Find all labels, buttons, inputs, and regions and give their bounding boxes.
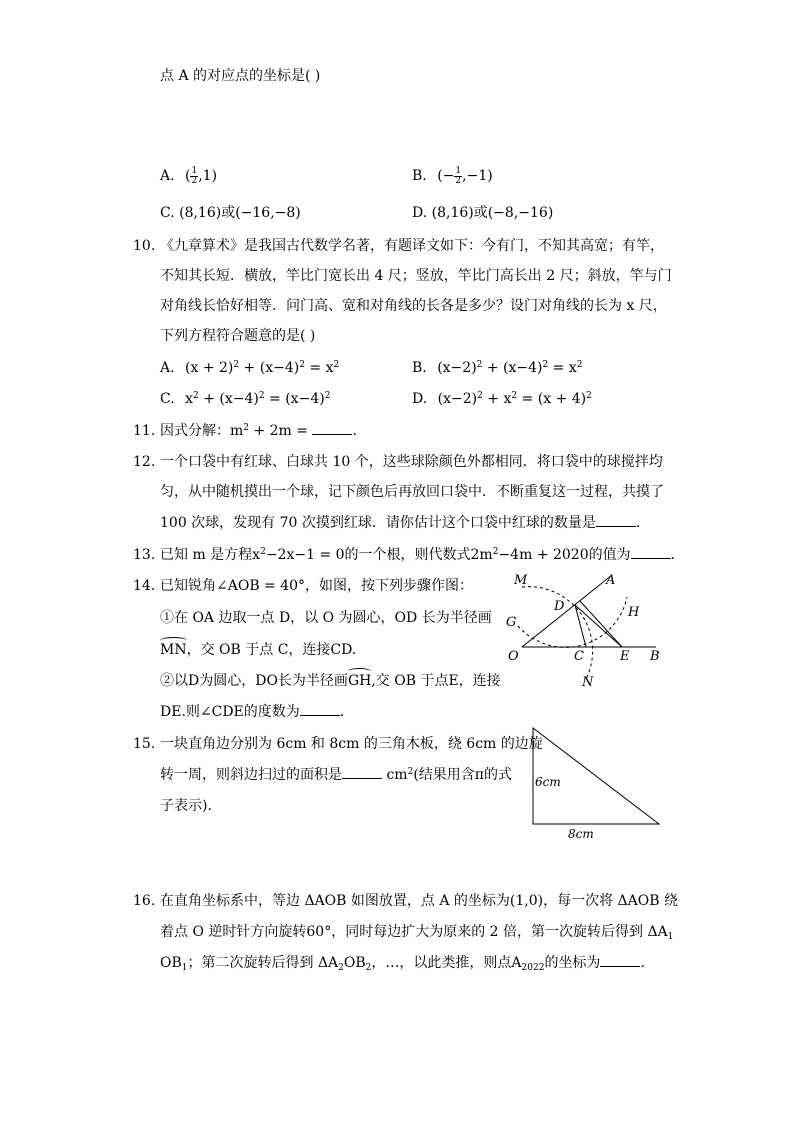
exponent: 2 [243, 423, 250, 433]
exponent: 2 [260, 547, 266, 557]
answer-blank[interactable] [342, 777, 382, 779]
segment-de [575, 605, 622, 647]
label-o: O [508, 649, 519, 664]
text: + 2m = [249, 423, 313, 439]
q14-line-last [160, 702, 344, 722]
expr-part: + x [482, 391, 512, 407]
fraction-numerator: 1 [191, 165, 198, 176]
exponent: 2 [576, 360, 583, 370]
exponent: 2 [542, 360, 549, 370]
expr-part: x [185, 391, 194, 407]
text: DE.则∠CDE的度数为 [160, 704, 300, 720]
text: . [670, 547, 676, 563]
text: . [640, 955, 645, 971]
option-label: D. [412, 391, 428, 407]
option-label: B. [412, 168, 427, 184]
ray-oa [522, 575, 612, 647]
q10-option-c[interactable] [160, 389, 330, 409]
arc-mn: MN [160, 642, 187, 658]
exponent: 2 [586, 391, 592, 401]
text: . [352, 423, 357, 439]
q15-figure [528, 724, 664, 844]
option-expr-post: ,1) [198, 168, 218, 184]
text: ，交 OB 于点 C，连接CD. [186, 642, 357, 658]
text: . [635, 515, 641, 531]
answer-blank[interactable] [312, 433, 352, 435]
exponent: 2 [511, 391, 518, 401]
text: 已知 m 是方程x [160, 547, 261, 563]
exponent: 2 [407, 767, 414, 777]
q16-line [160, 922, 673, 942]
text: cm [382, 767, 408, 783]
q15-line: 子表示). [160, 798, 212, 814]
exponent: 2 [324, 391, 331, 401]
q10-option-b[interactable] [412, 358, 583, 378]
text: OB [343, 955, 366, 971]
subscript: 2022 [521, 963, 545, 973]
text: 因式分解：m [160, 423, 244, 439]
q16-number: 16. [133, 893, 156, 909]
subscript: 1 [667, 932, 674, 942]
exponent: 2 [492, 547, 499, 557]
q14-line [160, 640, 356, 660]
q11-text [160, 421, 357, 441]
q12-line: 一个口袋中有红球、白球共 10 个，这些球除颜色外都相同．将口袋中的球搅拌均 [160, 454, 663, 470]
exponent: 2 [333, 360, 340, 370]
text: ,交 OB 于点E，连接 [371, 673, 501, 689]
subscript: 1 [181, 963, 188, 973]
arc-gh: GH [347, 673, 372, 689]
q9-option-a[interactable] [160, 166, 217, 186]
text: OB [160, 955, 182, 971]
q9-stem: 点 A 的对应点的坐标是( ) [160, 68, 321, 84]
expr-part: (x−2) [437, 360, 477, 376]
expr-part: + (x−4) [198, 391, 259, 407]
q12-line-last [160, 513, 640, 533]
fraction-denominator: 2 [455, 175, 462, 186]
side-label-6cm: 6cm [535, 775, 561, 789]
q14-line: 已知锐角∠AOB = 40°，如图，按下列步骤作图： [160, 578, 474, 594]
q15-line: 一块直角边分别为 6cm 和 8cm 的三角木板，绕 6cm 的边旋 [160, 736, 543, 752]
q13-number: 13. [133, 547, 156, 563]
label-e: E [620, 649, 630, 664]
text: 转一周，则斜边扫过的面积是 [160, 767, 342, 783]
text: . [339, 704, 345, 720]
base-label-8cm: 8cm [568, 827, 594, 841]
text: 100 次球，发现有 70 次摸到红球．请你估计这个口袋中红球的数量是 [160, 515, 596, 531]
expr-part: + (x−4) [239, 360, 300, 376]
q9-option-d[interactable]: D. (8,16)或(−8,−16) [412, 205, 554, 221]
option-expr-pre: (− [437, 168, 455, 184]
q13-text [160, 545, 675, 565]
q16-line-last [160, 953, 645, 973]
q11-number: 11. [133, 423, 156, 439]
exponent: 2 [233, 360, 240, 370]
expr-part: (x−2) [437, 391, 478, 407]
q10-option-d[interactable] [412, 389, 592, 409]
q12-line: 匀，从中随机摸出一个球，记下颜色后再放回口袋中．不断重复这一过程，共摸了 [160, 484, 664, 500]
option-label: C. [160, 391, 175, 407]
text: −2x−1 = 0的一个根，则代数式2m [265, 547, 493, 563]
text: 的坐标为 [544, 955, 601, 971]
q10-line: 不知其长短．横放，竿比门宽长出 4 尺；竖放，竿比门高长出 2 尺；斜放，竿与门 [160, 268, 672, 284]
q10-number: 10. [133, 238, 156, 254]
subscript: 2 [338, 963, 344, 973]
subscript: 2 [365, 963, 372, 973]
text: 着点 O 逆时针方向旋转60°，同时每边扩大为原来的 2 倍，第一次旋转后得到 ΔA [160, 924, 668, 940]
q10-line: 《九章算术》是我国古代数学名著，有题译文如下：今有门，不知其高宽；有竿， [160, 238, 664, 254]
text: (结果用含π的式 [413, 767, 512, 783]
q15-line [160, 765, 512, 785]
text: −4m + 2020的值为 [498, 547, 631, 563]
answer-blank[interactable] [631, 557, 671, 559]
q15-number: 15. [133, 736, 156, 752]
exponent: 2 [477, 391, 483, 401]
option-label: B. [412, 360, 427, 376]
label-b: B [650, 649, 660, 664]
expr-part: = (x + 4) [517, 391, 587, 407]
answer-blank[interactable] [300, 714, 340, 716]
text: ；第二次旋转后得到 ΔA [187, 955, 339, 971]
exponent: 2 [258, 391, 265, 401]
segment-dc [575, 605, 586, 647]
q10-option-a[interactable] [160, 358, 339, 378]
q12-number: 12. [133, 454, 156, 470]
answer-blank[interactable] [600, 965, 640, 967]
q16-line: 在直角坐标系中，等边 ΔAOB 如图放置，点 A 的坐标为(1,0)，每一次将 ΔAOB 绕 [160, 893, 678, 909]
expr-part: = x [304, 360, 334, 376]
fraction-numerator: 1 [455, 165, 462, 176]
expr-part: = (x−4) [264, 391, 325, 407]
q9-option-c[interactable]: C. (8,16)或(−16,−8) [160, 205, 301, 221]
exponent: 2 [299, 360, 305, 370]
text: ，…，以此类推，则点A [371, 955, 522, 971]
q10-line: 对角线长恰好相等．问门高、宽和对角线的长各是多少？设门对角线的长为 x 尺， [160, 298, 667, 314]
label-a: A [606, 573, 616, 588]
option-expr-post: ,−1) [462, 168, 493, 184]
answer-blank[interactable] [596, 525, 636, 527]
label-d: D [554, 599, 565, 614]
fraction-denominator: 2 [191, 175, 198, 186]
label-h: H [628, 605, 640, 620]
exponent: 2 [476, 360, 483, 370]
q14-number: 14. [133, 578, 156, 594]
option-label: A. [160, 360, 175, 376]
label-c: C [574, 649, 584, 664]
expr-part: (x + 2) [185, 360, 234, 376]
q14-figure [500, 568, 670, 690]
text: ②以D为圆心，DO长为半径画 [160, 673, 348, 689]
expr-part: + (x−4) [482, 360, 543, 376]
expr-part: = x [548, 360, 577, 376]
option-label: A. [160, 168, 175, 184]
fraction [454, 167, 462, 186]
label-n: N [582, 675, 594, 690]
label-m: M [514, 573, 528, 588]
exponent: 2 [193, 391, 199, 401]
label-g: G [506, 615, 517, 630]
q14-line: ①在 OA 边取一点 D，以 O 为圆心，OD 长为半径画 [160, 610, 492, 626]
q9-option-b[interactable] [412, 166, 493, 186]
q14-line [160, 671, 501, 691]
option-expr-pre: ( [185, 168, 191, 184]
q10-line: 下列方程符合题意的是( ) [160, 328, 316, 344]
